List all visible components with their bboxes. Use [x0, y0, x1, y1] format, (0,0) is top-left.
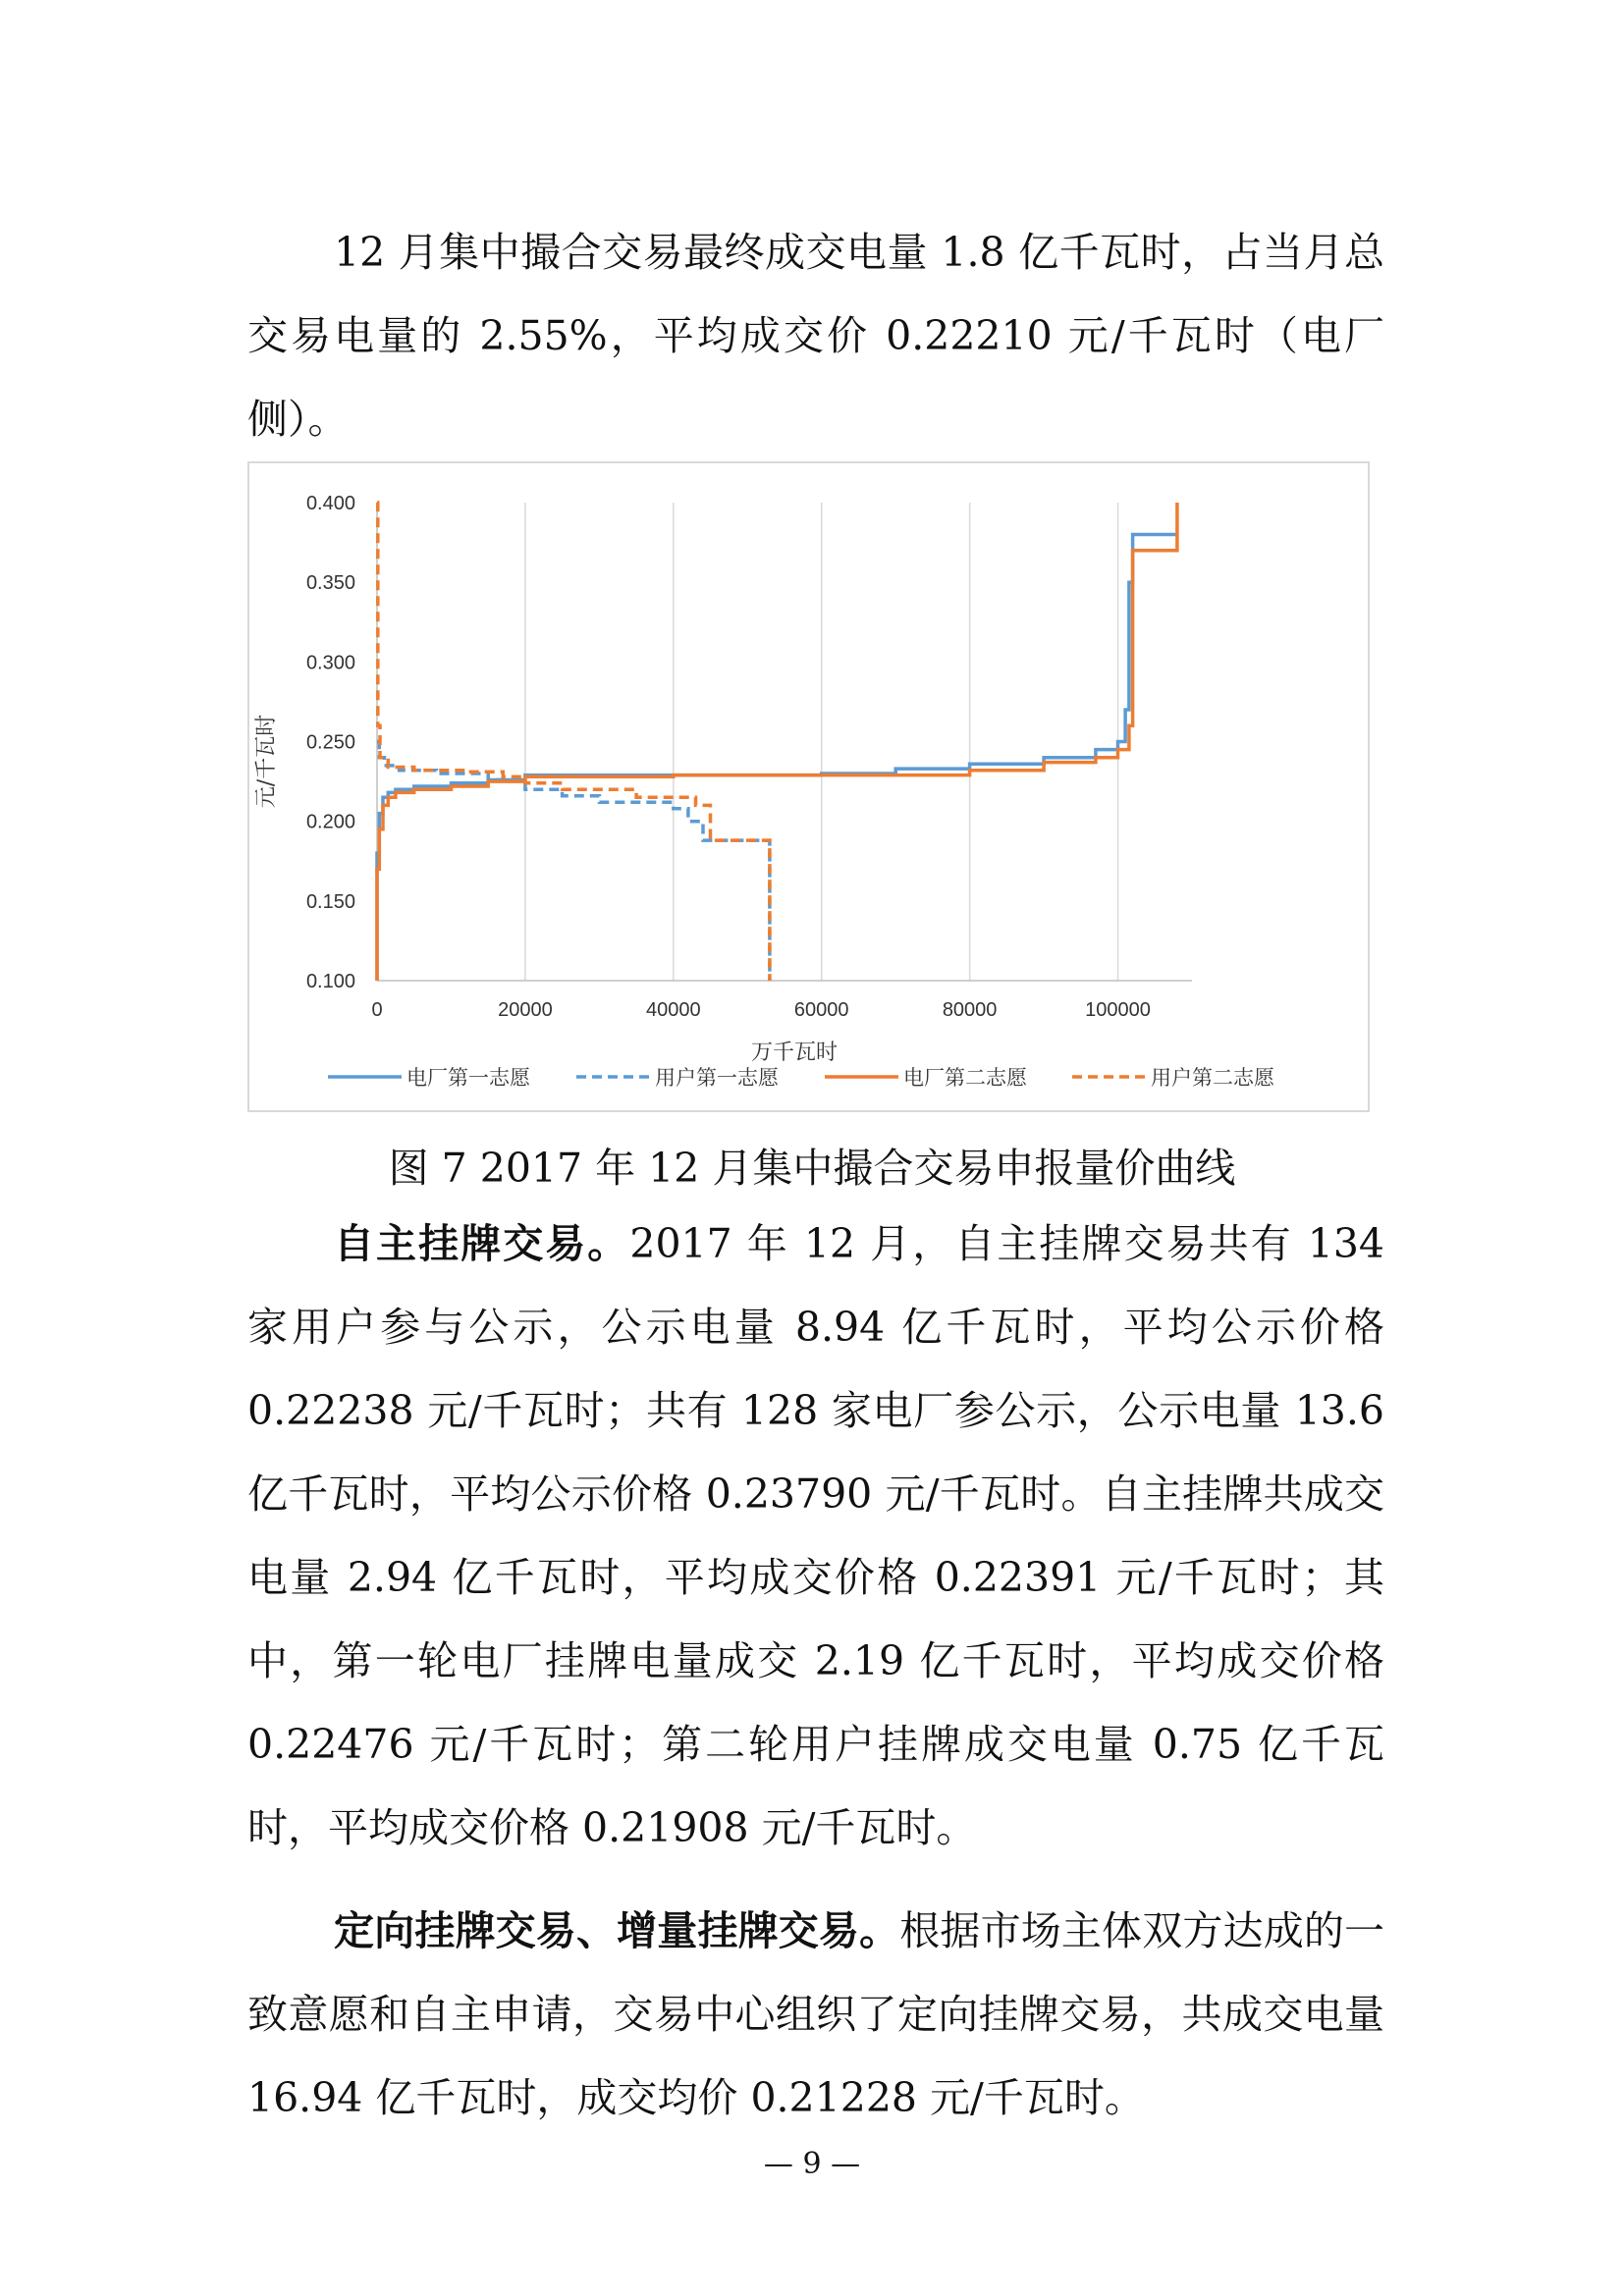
figure-caption: 图 7 2017 年 12 月集中撮合交易申报量价曲线 [388, 1145, 1236, 1192]
y-tick-label: 0.250 [305, 731, 355, 754]
chart-bid-price-curve [247, 461, 1370, 1112]
x-tick-label: 80000 [942, 999, 998, 1021]
chart-gridlines [525, 503, 1118, 981]
paragraph-directed-listing-body: 根据市场主体双方达成的一致意愿和自主申请，交易中心组织了定向挂牌交易，共成交电量 16.94 亿千瓦时，成交均价 0.21228 元/千瓦时。 [247, 1907, 1385, 2121]
chart-series-lines [377, 503, 1177, 981]
x-tick-label: 60000 [793, 999, 849, 1021]
y-tick-label: 0.400 [305, 493, 355, 514]
series-line [377, 503, 770, 981]
legend-label: 用户第一志愿 [655, 1066, 779, 1090]
chart-axes [377, 503, 1192, 981]
legend-label: 用户第二志愿 [1151, 1066, 1274, 1090]
chart-legend [328, 1066, 1274, 1090]
paragraph-self-listing [247, 1202, 1384, 1870]
x-tick-label: 0 [371, 999, 383, 1021]
paragraph-directed-listing-title: 定向挂牌交易、增量挂牌交易。 [334, 1907, 900, 1954]
series-line [377, 503, 1177, 981]
paragraph-centralized-matching: 12 月集中撮合交易最终成交电量 1.8 亿千瓦时，占当月总交易电量的 2.55%，平均成交价 0.22210 元/千瓦时（电厂侧）。 [247, 229, 1384, 443]
x-tick-label: 20000 [498, 999, 553, 1021]
legend-label: 电厂第一志愿 [406, 1066, 530, 1090]
y-tick-label: 0.350 [305, 572, 355, 595]
y-axis-label: 元/千瓦时 [254, 714, 279, 809]
chart-svg [249, 463, 1372, 1114]
paragraph-self-listing-title: 自主挂牌交易。 [334, 1220, 630, 1267]
page-number: — 9 — [763, 2147, 861, 2181]
x-tick-label: 100000 [1085, 999, 1151, 1021]
y-tick-label: 0.150 [305, 890, 355, 913]
x-tick-label: 40000 [646, 999, 701, 1021]
y-tick-label: 0.300 [305, 652, 355, 674]
legend-label: 电厂第二志愿 [903, 1066, 1027, 1090]
x-tick-labels [371, 999, 1150, 1021]
y-tick-label: 0.100 [305, 971, 355, 992]
x-axis-label: 万千瓦时 [750, 1041, 839, 1065]
series-line [377, 535, 1177, 982]
paragraph-self-listing-body: 2017 年 12 月，自主挂牌交易共有 134 家用户参与公示，公示电量 8.94 亿千瓦时，平均公示价格 0.22238 元/千瓦时；共有 128 家电厂参公示，公示电量 13.6 亿千瓦时，平均公示价格 0.23790 元/千瓦时。自主挂牌共成交电量 2.94 亿千瓦时，平均成交价格 0.22391 元/千瓦时；其中，第一轮电厂挂牌电量成交 2.19 亿千瓦时，平均成交价格 0.22476 元/千瓦时；第二轮用户挂牌成交电量 0.75 亿千瓦时，平均成交价格 0.21908 元/千瓦时。 [247, 1220, 1385, 1851]
y-tick-label: 0.200 [305, 811, 355, 833]
paragraph-directed-listing [247, 1890, 1384, 2140]
y-tick-labels [306, 493, 355, 992]
